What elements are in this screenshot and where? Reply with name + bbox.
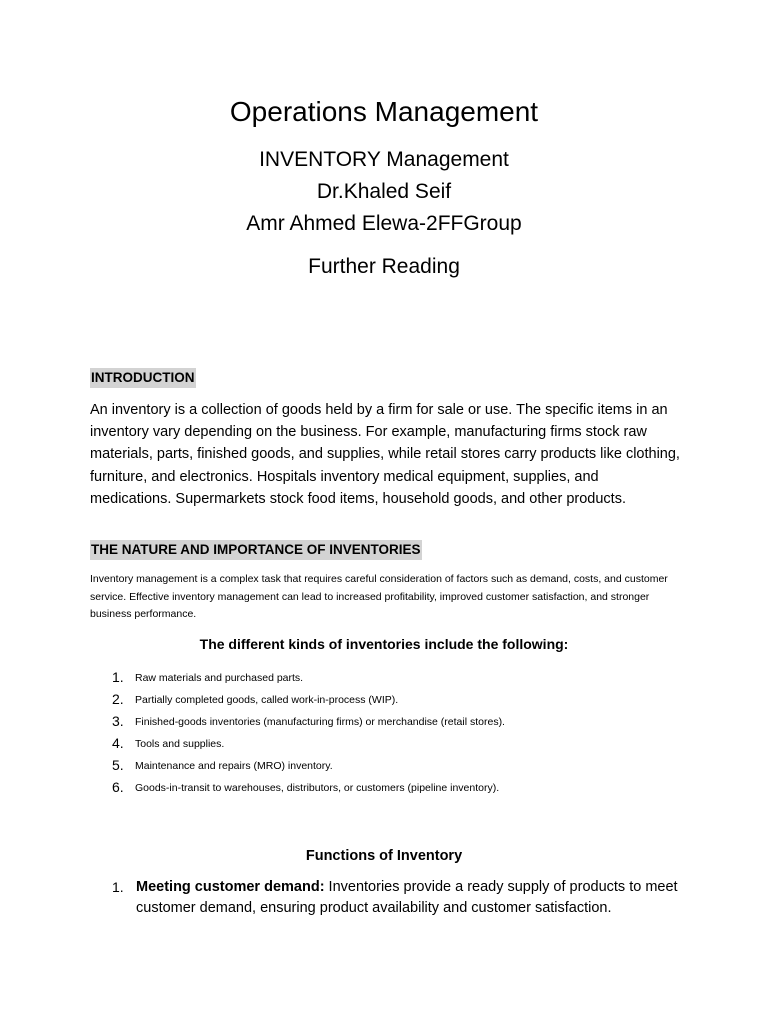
list-item <box>112 710 672 732</box>
nature-paragraph: Inventory management is a complex task that requires careful consideration of factors such as demand, costs, and customer service. Effective inventory management can lead to increased profitability, improved customer satisfaction, and stronger business performance. <box>90 573 668 620</box>
list-item-number: 1. <box>112 879 124 895</box>
list-item-text: Raw materials and purchased parts. <box>135 672 304 684</box>
introduction-paragraph: An inventory is a collection of goods held by a firm for sale or use. The specific items in an inventory vary depending on the business. For example, manufacturing firms stock raw materials, parts, finished goods, and supplies, while retail stores carry products like clothing, furniture, and electronics. Hospitals inventory medical equipment, supplies, and medications. Supermarkets stock food items, household goods, and other products. <box>90 402 680 507</box>
list-item <box>112 754 672 776</box>
list-item-number: 2. <box>112 691 124 708</box>
list-item-text: Partially completed goods, called work-in-process (WIP). <box>135 694 399 707</box>
list-item-lead: Meeting customer demand: <box>136 879 325 895</box>
introduction-heading: INTRODUCTION <box>90 368 196 388</box>
nature-heading: THE NATURE AND IMPORTANCE OF INVENTORIES <box>90 540 422 560</box>
list-item-number: 3. <box>112 713 124 730</box>
list-item <box>112 776 672 798</box>
list-item-text: Inventories provide a ready supply of products to meet customer demand, ensuring product availability and customer satisfaction. <box>136 879 678 916</box>
kinds-title: The different kinds of inventories include the following: <box>199 636 569 652</box>
list-item <box>112 732 672 754</box>
list-item-number: 1. <box>112 669 124 685</box>
course-subtitle: INVENTORY Management <box>259 148 509 171</box>
list-item-number: 6. <box>112 779 124 796</box>
list-item-number: 5. <box>112 757 124 774</box>
reading-subtitle: Further Reading <box>308 255 460 278</box>
list-item-text: Goods-in-transit to warehouses, distributors, or customers (pipeline inventory). <box>135 782 500 795</box>
list-item <box>112 666 672 688</box>
list-item-text: Finished-goods inventories (manufacturing firms) or merchandise (retail stores). <box>135 716 505 729</box>
kinds-list <box>112 666 672 799</box>
list-item-body <box>136 877 692 919</box>
instructor-name: Dr.Khaled Seif <box>316 180 452 203</box>
list-item-text: Tools and supplies. <box>135 738 225 751</box>
functions-list <box>112 877 692 919</box>
list-item-number: 4. <box>112 735 124 752</box>
list-item <box>112 688 672 710</box>
functions-title: Functions of Inventory <box>305 848 463 864</box>
list-item-text: Maintenance and repairs (MRO) inventory. <box>135 760 333 773</box>
document-title: Operations Management <box>229 96 539 127</box>
list-item <box>112 877 692 919</box>
author-name: Amr Ahmed Elewa-2FFGroup <box>246 212 522 235</box>
